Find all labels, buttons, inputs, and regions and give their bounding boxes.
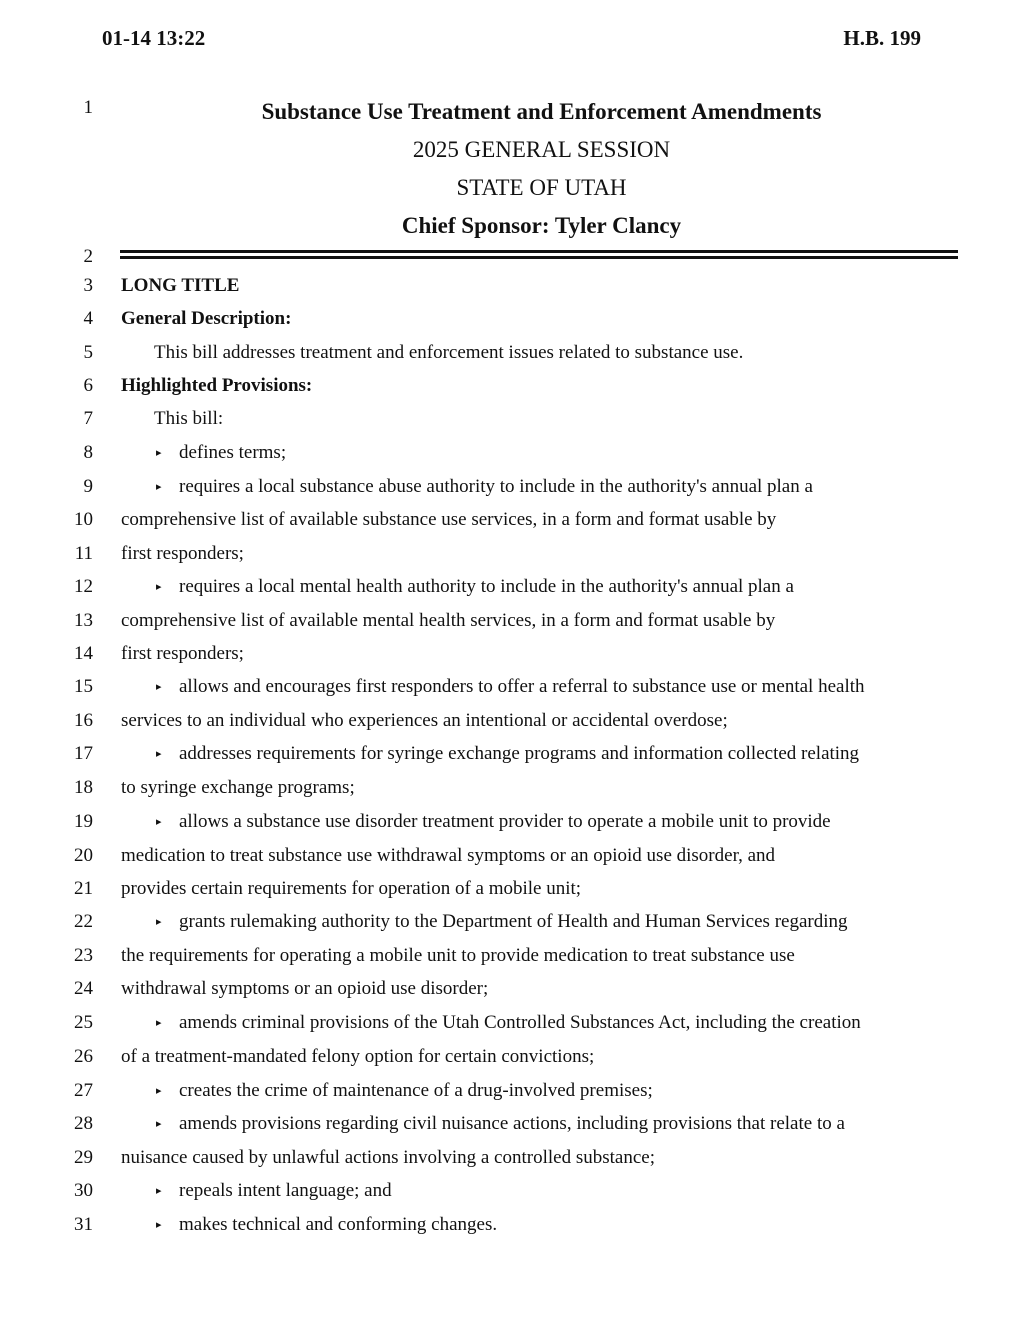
provision-continuation: to syringe exchange programs; xyxy=(121,777,355,798)
bullet-icon: ▸ xyxy=(156,916,162,928)
provisions-intro: This bill: xyxy=(154,408,224,429)
line-number: 9 xyxy=(83,476,93,497)
provision-item: ▸ allows a substance use disorder treatment provider to operate a mobile unit to provide xyxy=(156,811,831,832)
line-number: 1 xyxy=(83,97,93,118)
header-bill-number: H.B. 199 xyxy=(843,26,921,50)
provision-item: ▸ addresses requirements for syringe exchange programs and information collected relating xyxy=(156,743,860,764)
line-number: 15 xyxy=(74,676,93,697)
line-number: 31 xyxy=(74,1214,93,1235)
line-number: 13 xyxy=(74,610,93,631)
line-number: 16 xyxy=(74,710,93,731)
chief-sponsor: Chief Sponsor: Tyler Clancy xyxy=(401,213,682,238)
line-number: 7 xyxy=(83,408,93,429)
provision-item: ▸ repeals intent language; and xyxy=(156,1180,392,1201)
provision-item: ▸ makes technical and conforming changes. xyxy=(156,1214,498,1235)
heading-highlighted-provisions: Highlighted Provisions: xyxy=(121,375,313,396)
line-number: 12 xyxy=(74,576,93,597)
heading-general-description: General Description: xyxy=(121,308,292,329)
line-number: 19 xyxy=(74,811,93,832)
bullet-icon: ▸ xyxy=(156,1118,162,1130)
provision-continuation: services to an individual who experiences an intentional or accidental overdose; xyxy=(121,710,728,731)
provision-item: ▸ amends criminal provisions of the Utah Controlled Substances Act, including the creation xyxy=(156,1012,861,1033)
line-number: 29 xyxy=(74,1147,93,1168)
title-rule-top xyxy=(120,250,958,253)
provision-continuation: comprehensive list of available mental health services, in a form and format usable by xyxy=(121,610,776,631)
line-number: 22 xyxy=(74,911,93,932)
bullet-icon: ▸ xyxy=(156,748,162,760)
provision-continuation: first responders; xyxy=(121,543,244,564)
provision-item: ▸ creates the crime of maintenance of a drug-involved premises; xyxy=(156,1080,653,1101)
line-number: 4 xyxy=(83,308,93,329)
line-number: 21 xyxy=(74,878,93,899)
title-rule-bottom xyxy=(120,256,958,259)
line-number: 26 xyxy=(74,1046,93,1067)
state-label: STATE OF UTAH xyxy=(456,175,627,200)
line-number: 30 xyxy=(74,1180,93,1201)
general-description-text: This bill addresses treatment and enforcement issues related to substance use. xyxy=(154,342,744,363)
line-number: 3 xyxy=(83,275,93,296)
provision-item: ▸ amends provisions regarding civil nuisance actions, including provisions that relate to a xyxy=(156,1113,845,1134)
bullet-icon: ▸ xyxy=(156,1017,162,1029)
section-heading-long-title: LONG TITLE xyxy=(121,275,240,296)
line-number: 20 xyxy=(74,845,93,866)
bullet-icon: ▸ xyxy=(156,581,162,593)
bill-title: Substance Use Treatment and Enforcement Amendments xyxy=(261,99,822,124)
provision-continuation: the requirements for operating a mobile unit to provide medication to treat substance use xyxy=(121,945,795,966)
session-label: 2025 GENERAL SESSION xyxy=(412,137,671,162)
line-number: 8 xyxy=(83,442,93,463)
line-number: 10 xyxy=(74,509,93,530)
provision-continuation: nuisance caused by unlawful actions involving a controlled substance; xyxy=(121,1147,655,1168)
line-number: 28 xyxy=(74,1113,93,1134)
bullet-icon: ▸ xyxy=(156,1185,162,1197)
bullet-icon: ▸ xyxy=(156,816,162,828)
provision-continuation: provides certain requirements for operation of a mobile unit; xyxy=(121,878,582,899)
provision-continuation: medication to treat substance use withdrawal symptoms or an opioid use disorder, and xyxy=(121,845,776,866)
bullet-icon: ▸ xyxy=(156,1085,162,1097)
line-number: 23 xyxy=(74,945,93,966)
bullet-icon: ▸ xyxy=(156,447,162,459)
bullet-icon: ▸ xyxy=(156,481,162,493)
provision-item: ▸ grants rulemaking authority to the Department of Health and Human Services regarding xyxy=(156,911,848,932)
bullet-icon: ▸ xyxy=(156,1219,162,1231)
line-number: 18 xyxy=(74,777,93,798)
line-number: 25 xyxy=(74,1012,93,1033)
line-number: 5 xyxy=(83,342,93,363)
provision-continuation: first responders; xyxy=(121,643,244,664)
provision-item: ▸ requires a local substance abuse authority to include in the authority's annual plan a xyxy=(156,476,813,497)
provision-continuation: withdrawal symptoms or an opioid use disorder; xyxy=(121,978,489,999)
provision-item: ▸ requires a local mental health authority to include in the authority's annual plan a xyxy=(156,576,794,597)
line-number: 17 xyxy=(74,743,93,764)
line-number: 27 xyxy=(74,1080,93,1101)
line-number: 14 xyxy=(74,643,93,664)
line-number: 6 xyxy=(83,375,93,396)
header-timestamp: 01-14 13:22 xyxy=(102,26,206,50)
line-number: 11 xyxy=(74,543,93,564)
line-number: 24 xyxy=(74,978,93,999)
provision-continuation: of a treatment-mandated felony option for certain convictions; xyxy=(121,1046,595,1067)
provision-continuation: comprehensive list of available substance use services, in a form and format usable by xyxy=(121,509,777,530)
provision-item: ▸ defines terms; xyxy=(156,442,287,463)
provision-item: ▸ allows and encourages first responders to offer a referral to substance use or mental health xyxy=(156,676,865,697)
bullet-icon: ▸ xyxy=(156,681,162,693)
line-number: 2 xyxy=(83,246,93,267)
